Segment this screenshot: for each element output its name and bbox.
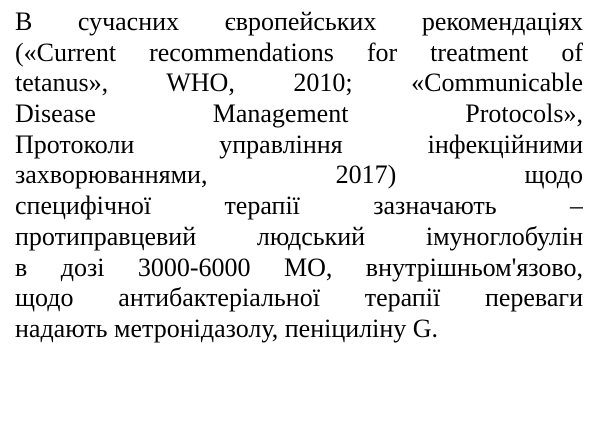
text-line: специфічної терапії зазначають – [15, 191, 583, 221]
text-line: надають метронідазолу, пеніциліну G. [15, 313, 439, 343]
text-line: в дозі 3000-6000 МО, внутрішньом'язово, [15, 252, 583, 282]
text-line: В сучасних європейських рекомендаціях [15, 7, 583, 36]
text-line: протиправцевий людський імуноглобулін [15, 221, 583, 251]
text-paragraph [15, 7, 583, 345]
text-line: tetanus», WHO, 2010; «Communicable [15, 68, 583, 98]
text-line: щодо антибактеріальної терапії переваги [15, 283, 583, 313]
text-line: Disease Management Protocols», [15, 99, 583, 129]
text-line: («Current recommendations for treatment of [15, 37, 583, 67]
text-line: Протоколи управління інфекційними [15, 129, 583, 159]
text-line: захворюваннями, 2017) щодо [15, 160, 583, 190]
